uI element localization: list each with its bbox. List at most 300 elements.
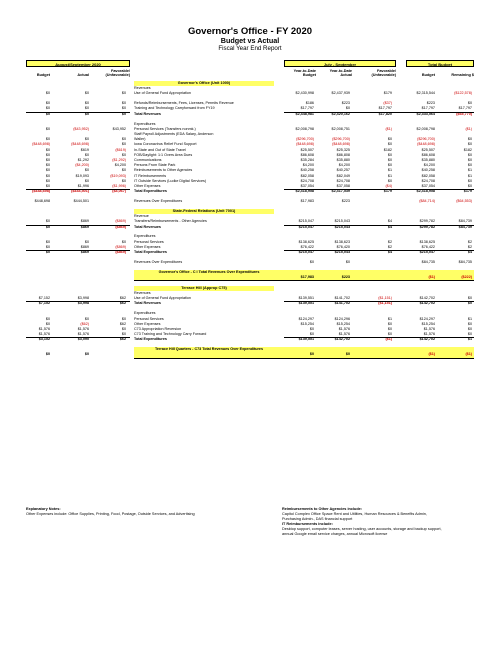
line-label: Other Expenses [134,244,161,249]
month-variance: $0 [121,239,126,244]
month-variance: $0 [121,168,126,173]
remaining: $2 [467,244,472,249]
ytd-budget: $4,200 [302,163,314,168]
month-actual: $0 [84,137,89,142]
month-actual: $869 [80,219,89,224]
line-label: Total Revenues [134,111,161,116]
line-label: C73 Appropriation Reversion [134,326,182,331]
it-heading: IT Reimbursements include: [282,522,333,526]
month-budget: $3,152 [38,337,50,342]
month-actual: ($444,501) [71,189,89,194]
ytd-budget: ($296,700) [296,137,314,142]
total-budget: $142,702 [419,296,435,301]
remaining: ($64,553) [456,199,472,204]
ytd-actual: ($296,700) [332,137,350,142]
month-actual: $0 [84,239,89,244]
total-budget: $84,735 [421,259,435,264]
month-actual: $869 [80,244,89,249]
total-rule [26,112,130,113]
notes-other-expenses: Other Expenses include: Office Supplies, Printing, Food, Postage, Outside Services, and Advertising [26,512,195,516]
remaining: $0 [467,142,472,147]
ytd-actual: $138,623 [334,239,350,244]
ytd-budget: $25,507 [300,147,314,152]
line-label: Revenues Over Expenditures [134,259,183,264]
total-budget: $142,702 [419,301,435,306]
table-row [0,199,500,204]
ytd-variance: $0 [387,178,392,183]
remaining: $1 [467,173,472,178]
line-label: Revenues Over Expenditures [134,199,183,204]
ytd-budget: $124,297 [298,316,314,321]
ytd-budget: $0 [309,259,314,264]
remaining: ($122,578) [454,91,472,96]
ytd-variance: ($1) [385,337,392,342]
remaining: $1 [467,168,472,173]
line-label: Total Revenues [134,224,161,229]
ytd-variance: $0 [387,157,392,162]
ytd-variance: ($4) [385,183,392,188]
reimb-heading: Reimbursements to Other Agencies include: [282,507,363,511]
line-label: Other Expenses [134,183,161,188]
month-budget: $0 [45,157,50,162]
month-variance: $62 [119,296,126,301]
remaining: $0 [467,332,472,337]
ytd-budget: $215,047 [298,250,314,254]
line-label: IT Reimbursements [134,173,167,178]
line-label: Personal Services [134,316,164,321]
month-budget: $0 [45,126,50,131]
ytd-variance: ($1,151) [378,296,392,301]
total-budget: $124,297 [419,316,435,321]
month-variance: ($1,996) [112,183,126,188]
month-variance: $0 [121,91,126,96]
month-actual: $0 [84,316,89,321]
month-actual: $0 [84,91,89,96]
total-budget: $76,422 [421,244,435,249]
total-rule [284,250,474,251]
remaining: $0 [467,326,472,331]
remaining: $0 [467,157,472,162]
month-budget: $0 [45,168,50,173]
remaining: $1 [467,316,472,321]
col-ytd-budget: Year-to-Date Budget [293,69,316,78]
month-actual: $3,998 [77,301,89,306]
ytd-variance: $179 [383,91,392,96]
line-label: Persons From State Park [134,163,176,168]
total-budget: $40,258 [421,168,435,173]
month-variance: $0 [121,178,126,183]
total-rule [26,250,130,251]
ytd-variance: $2 [387,239,392,244]
ytd-actual: $1,576 [338,332,350,337]
total-budget: $17,797 [421,106,435,111]
total-budget: $35,880 [421,157,435,162]
month-budget: $0 [45,91,50,96]
summary-label: Terrace Hill Quarters - C73 Total Revenues Over Expenditures [154,347,264,352]
ytd-variance: $1 [387,173,392,178]
month-actual: $3,090 [77,337,89,342]
total-budget: $86,608 [421,152,435,157]
col-budget: Budget [36,73,50,77]
ytd-budget: $139,551 [298,301,314,306]
line-label: Transfers/Reimbursements - Other Agencies [134,219,207,224]
ytd-variance: $0 [387,142,392,147]
underline [134,358,474,359]
ytd-actual: $86,808 [336,152,350,157]
ytd-budget: $2,430,998 [295,91,314,96]
month-variance: $0 [121,101,126,106]
remaining: $179 [463,189,472,194]
col-fav-month: Favorable/ (Unfavorable) [105,69,130,78]
section-header: Governor's Office (Unit 1000) [134,81,274,86]
ytd-variance: $0 [387,152,392,157]
ytd-actual: $2,437,939 [331,91,350,96]
month-budget: $7,152 [38,301,50,306]
month-budget: $0 [45,101,50,106]
month-actual: $3,998 [77,296,89,301]
line-label: Communications [134,157,162,162]
summary-label: Governor's Office - C I Total Revenues Over Expenditures [158,269,260,274]
ytd-variance: $0 [387,137,392,142]
month-budget: $0 [45,224,50,229]
month-budget: $0 [45,244,50,249]
ytd-actual: $40,257 [336,168,350,173]
line-label: Other Expenses [134,321,161,326]
month-variance: $43,952 [112,126,126,131]
report-period: Fiscal Year End Report [218,45,282,52]
line-label: In-State and Out of State Travel [134,147,186,152]
month-actual: ($62) [80,321,89,326]
ytd-budget: $138,625 [298,239,314,244]
month-actual: ($448,698) [71,142,89,147]
month-budget: ($448,698) [32,142,50,147]
ytd-budget: $0 [309,332,314,337]
ytd-variance: $0 [387,163,392,168]
month-budget: ($448,698) [32,189,50,194]
group-label: Revenues [134,291,151,296]
it-line-2: annual Google email service charges, annual Microsoft license [282,532,388,536]
report-subtitle: Budget vs Actual [220,36,280,45]
month-variance: ($869) [115,244,126,249]
month-budget: $448,698 [34,199,50,204]
total-rule [26,225,130,226]
band-total: Total Budget [406,60,474,67]
month-budget: $1,576 [38,332,50,337]
month-budget: $7,152 [38,296,50,301]
month-actual: $0 [84,111,89,116]
month-actual: $1,576 [77,332,89,337]
month-variance: $0 [121,316,126,321]
month-actual: $619 [80,147,89,152]
month-variance: ($869) [115,250,126,254]
ytd-budget: $215,047 [298,224,314,229]
total-budget: $4,200 [423,163,435,168]
ytd-variance: $0 [387,326,392,331]
ytd-variance: ($1,151) [378,301,392,306]
ytd-variance: $4 [387,250,392,254]
ytd-budget: $17,797 [300,106,314,111]
total-budget: $1,576 [423,332,435,337]
line-label: Staff Payroll Adjustments (EDA Salary, Anderson [134,131,214,136]
month-budget: $0 [45,239,50,244]
line-label: Total Revenues [134,301,161,306]
month-budget: $0 [45,183,50,188]
remaining: $0 [467,321,472,326]
month-variance: ($4,067) [112,189,126,194]
ytd-budget: $215,047 [298,219,314,224]
line-label: IT Outside Services (Ludke Digital Services) [134,178,207,183]
total-budget: $2,418,958 [416,189,435,194]
month-variance: $4,200 [114,163,126,168]
group-label: Expenditures [134,311,156,316]
ytd-actual: $37,058 [336,183,350,188]
reimb-line-2: Purchasing Admin., DAS financial support [282,517,353,521]
col-total-budget: Budget [421,73,435,77]
line-label: Use of General Fund Appropriation [134,91,191,96]
ytd-budget: $17,983 [300,199,314,204]
month-variance: $62 [119,337,126,342]
ytd-budget: $17,983 [300,274,314,279]
month-actual: $0 [84,168,89,173]
group-label: Revenues [134,86,151,91]
ytd-variance: $179 [383,189,392,194]
total-rule [284,337,474,338]
ytd-actual: $0 [345,352,350,357]
line-label: Total Expenditures [134,250,167,254]
month-variance: $0 [121,137,126,142]
total-budget: $299,782 [419,224,435,229]
line-label: Total Expenditures [134,337,167,342]
ytd-budget: $186 [305,101,314,106]
total-rule [26,337,130,338]
total-budget: ($296,700) [417,137,435,142]
ytd-variance: $2 [387,244,392,249]
month-actual: ($43,952) [73,126,89,131]
ytd-budget: $40,258 [300,168,314,173]
col-remaining: Remaining $ [451,73,474,77]
ytd-variance: $4 [387,224,392,229]
col-ytd-actual: Year-to-Date Actual [329,69,352,78]
reimbursement-notes [282,507,482,537]
month-actual: $0 [84,101,89,106]
total-budget: $215,047 [419,250,435,254]
ytd-actual: $124,296 [334,316,350,321]
line-label: Iowa Coronavirus Relief Fund Support [134,142,197,147]
total-budget: ($84,714) [419,199,435,204]
ytd-budget: $86,608 [300,152,314,157]
ytd-budget: $2,008,798 [295,126,314,131]
remaining: $4 [467,250,472,254]
ytd-actual: $4,200 [338,163,350,168]
month-budget: $0 [45,111,50,116]
total-budget: $2,008,798 [416,126,435,131]
remaining: ($1) [465,126,472,131]
ytd-budget: $24,708 [300,178,314,183]
total-budget: $299,782 [419,219,435,224]
ytd-actual: $2,417,539 [331,189,350,194]
month-budget: $0 [45,316,50,321]
remaining: $0 [467,137,472,142]
month-variance: $62 [119,321,126,326]
month-budget: $0 [45,106,50,111]
line-label: Use of General Fund Appropriation [134,296,191,301]
remaining: $84,735 [458,259,472,264]
line-label: Reimbursements to Other Agencies [134,168,193,173]
group-label: Expenditures [134,121,156,126]
month-budget: $0 [45,152,50,157]
ytd-actual: $1,576 [338,326,350,331]
month-variance: $0 [121,152,126,157]
ytd-actual: ($448,698) [332,142,350,147]
month-actual: $1,576 [77,326,89,331]
ytd-actual: $35,880 [336,157,350,162]
col-actual: Actual [77,73,89,77]
month-actual: $0 [84,152,89,157]
band-month: August/September 2020 [26,60,130,67]
group-label: Revenue [134,214,149,219]
ytd-actual: $24,708 [336,178,350,183]
remaining: $0 [467,178,472,183]
month-actual: ($4,200) [75,163,89,168]
remaining: $17,797 [458,106,472,111]
ytd-budget: $2,448,981 [295,111,314,116]
ytd-actual: $2,420,162 [331,111,350,116]
month-variance: $0 [121,142,126,147]
ytd-budget: $82,058 [300,173,314,178]
remaining: $2 [467,239,472,244]
ytd-variance: $0 [387,321,392,326]
ytd-variance: $0 [387,332,392,337]
line-label: C73 Training and Technology Carry Forward [134,332,207,337]
line-label: Training and Technology Carryforward from FY19 [134,106,215,111]
ytd-variance: $17,820 [378,111,392,116]
remaining: $0 [467,301,472,306]
month-budget: $0 [45,163,50,168]
report-title-block [0,27,500,52]
ytd-actual: $215,043 [334,250,350,254]
explanatory-notes [26,507,246,517]
total-rule [284,225,474,226]
ytd-budget: ($448,698) [296,142,314,147]
it-line-1: Desktop support, computer leases, server hosting, user accounts, storage and backup support, [282,527,442,531]
month-budget: $0 [45,352,50,357]
month-variance: ($869) [115,219,126,224]
ytd-budget: $2,418,958 [295,189,314,194]
reimb-line-1: Capitol Complex Office Space Rent and Utilities, Human Resources & Benefits Admin, [282,512,427,516]
total-budget: $24,708 [421,178,435,183]
total-budget: ($448,698) [417,142,435,147]
ytd-actual: $76,420 [336,244,350,249]
month-budget: $0 [45,173,50,178]
ytd-actual: $82,049 [336,173,350,178]
month-variance: $0 [121,111,126,116]
remaining: $0 [467,183,472,188]
total-rule [284,112,474,113]
total-budget: $223 [426,101,435,106]
line-label: Total Expenditures [134,189,167,194]
remaining: ($1) [465,352,472,357]
ytd-actual: $0 [345,106,350,111]
month-actual: $19,093 [75,173,89,178]
month-variance: ($619) [115,147,126,152]
ytd-actual: $141,702 [334,296,350,301]
ytd-variance: $1 [387,168,392,173]
line-label: Waller) [134,137,146,142]
remaining: $0 [467,152,472,157]
ytd-actual: $223 [341,274,350,279]
month-budget: $0 [45,178,50,183]
notes-heading: Explanatory Notes: [26,507,61,511]
month-variance: ($869) [115,224,126,229]
month-variance: $0 [121,326,126,331]
report-title: Governor's Office - FY 2020 [187,26,313,37]
ytd-actual: $223 [341,199,350,204]
month-actual: $0 [84,106,89,111]
group-label: Expenditures [134,234,156,239]
remaining: $1 [467,337,472,342]
ytd-variance: $4 [387,219,392,224]
remaining: $0 [467,296,472,301]
band-ytd: July - September [284,60,396,67]
remaining: $0 [467,163,472,168]
month-variance: $0 [121,106,126,111]
ytd-actual: $141,702 [334,301,350,306]
ytd-budget: $76,422 [300,244,314,249]
ytd-budget: $0 [309,326,314,331]
ytd-budget: $0 [309,352,314,357]
ytd-actual: $2,008,751 [331,126,350,131]
table-row [0,260,500,265]
ytd-actual: $142,702 [334,337,350,342]
month-actual: $444,501 [73,199,89,204]
col-fav-ytd: Favorable/ (Unfavorable) [371,69,396,78]
remaining: $0 [467,101,472,106]
ytd-variance: $17,797 [378,106,392,111]
month-variance: $0 [121,332,126,337]
month-budget: $0 [45,321,50,326]
total-budget: ($1) [428,274,435,279]
section-header: Terrace Hill (Approp C75) [134,286,274,291]
month-actual: $869 [80,224,89,229]
month-budget: $0 [45,137,50,142]
ytd-actual: $0 [345,259,350,264]
remaining: $84,739 [458,224,472,229]
ytd-actual: $25,325 [336,147,350,152]
total-budget: $1,576 [423,326,435,331]
total-rule [26,189,130,190]
total-budget: $82,058 [421,173,435,178]
remaining: ($222) [461,274,472,279]
month-budget: $1,576 [38,326,50,331]
section-header: State-Federal Relations (Unit 7001) [134,209,274,214]
total-budget: ($1) [428,352,435,357]
line-label: Personal Services [134,239,164,244]
total-budget: $25,507 [421,147,435,152]
ytd-actual: $215,043 [334,219,350,224]
ytd-actual: $223 [341,101,350,106]
month-actual: $869 [80,250,89,254]
month-budget: $0 [45,147,50,152]
month-actual: $1,996 [77,183,89,188]
ytd-variance: $182 [383,147,392,152]
month-variance: ($19,093) [110,173,126,178]
total-budget: $138,625 [419,239,435,244]
total-budget: $15,254 [421,321,435,326]
ytd-budget: $15,254 [300,321,314,326]
total-rule [284,301,474,302]
ytd-budget: $35,284 [300,157,314,162]
total-rule [26,301,130,302]
